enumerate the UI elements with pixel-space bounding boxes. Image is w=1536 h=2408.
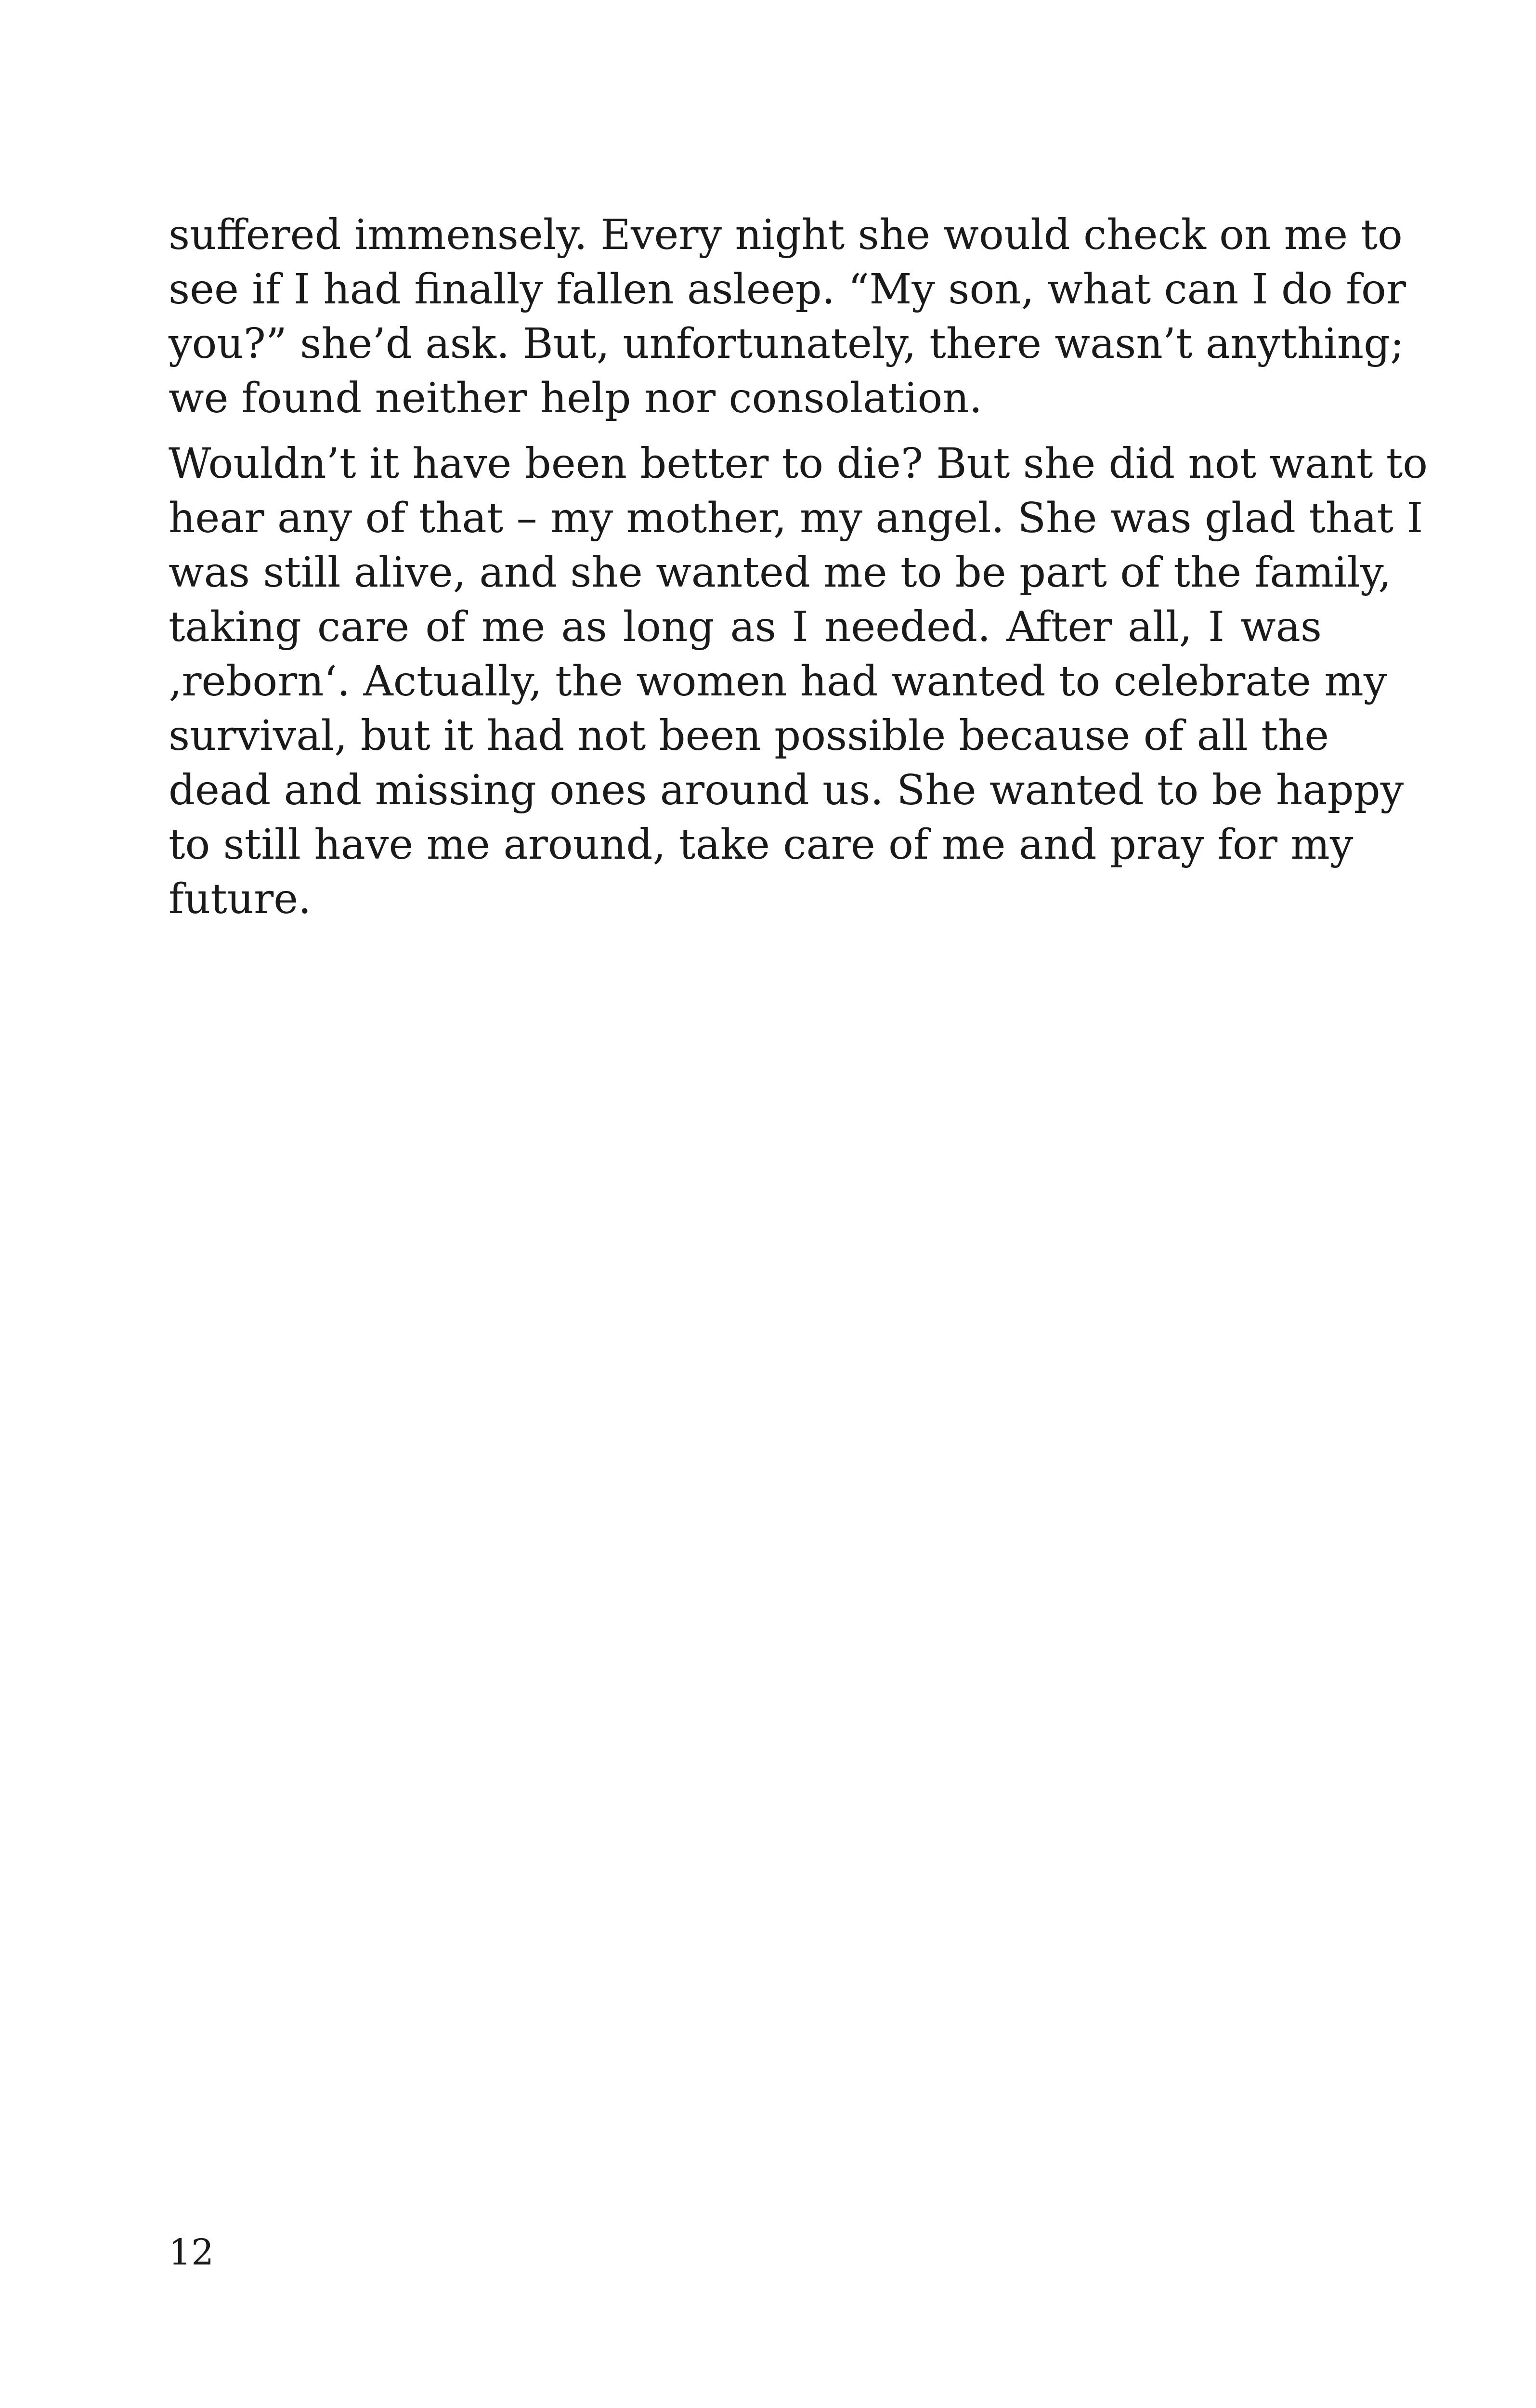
text-line: was still alive, and she wanted me to be part of the family, bbox=[169, 549, 1392, 597]
text-line: Wouldn’t it have been better to die? But she did not want to bbox=[169, 440, 1428, 488]
page-number: 12 bbox=[169, 2232, 214, 2273]
text-line: to still have me around, take care of me and pray for my bbox=[169, 821, 1354, 869]
text-line: dead and missing ones around us. She wanted to be happy bbox=[169, 766, 1404, 814]
text-line: see if I had finally fallen asleep. “My son, what can I do for bbox=[169, 265, 1406, 314]
text-line: future. bbox=[169, 875, 312, 923]
text-line: ‚reborn‘. Actually, the women had wanted to celebrate my bbox=[169, 657, 1387, 706]
text-line: suffered immensely. Every night she would check on me to bbox=[169, 211, 1403, 259]
text-line: we found neither help nor consolation. bbox=[169, 374, 983, 422]
text-line: you?” she’d ask. But, unfortunately, there wasn’t anything; bbox=[169, 320, 1405, 368]
text-line: taking care of me as long as I needed. After all, I was bbox=[169, 603, 1322, 651]
paragraph-2 bbox=[169, 437, 1428, 927]
text-line: hear any of that – my mother, my angel. She was glad that I bbox=[169, 494, 1423, 542]
paragraph-1 bbox=[169, 208, 1406, 426]
text-line: survival, but it had not been possible because of all the bbox=[169, 712, 1329, 760]
body-text bbox=[169, 208, 1428, 938]
